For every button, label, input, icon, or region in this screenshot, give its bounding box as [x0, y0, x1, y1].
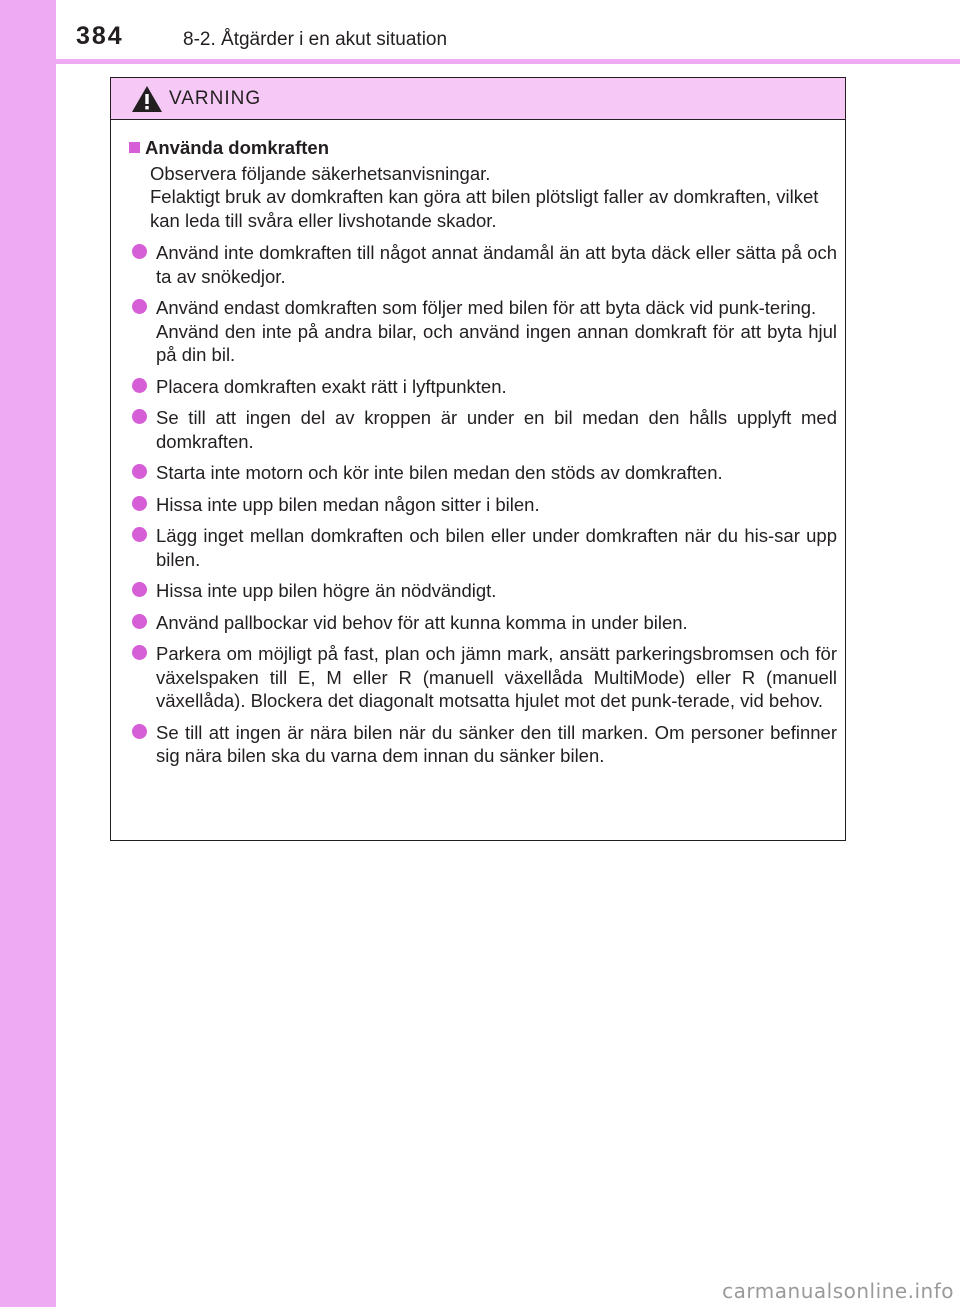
list-item: Se till att ingen är nära bilen när du sänker den till marken. Om personer befinner sig nära bilen ska du varna dem innan du sänker bilen.	[129, 721, 837, 768]
header-rule	[56, 59, 960, 64]
warning-list	[129, 241, 837, 768]
list-item: Lägg inget mellan domkraften och bilen eller under domkraften när du his-sar upp bilen.	[129, 524, 837, 571]
warning-heading	[129, 136, 837, 160]
warning-box	[110, 77, 846, 841]
list-item: Placera domkraften exakt rätt i lyftpunkten.	[129, 375, 837, 399]
round-bullet-icon	[132, 378, 147, 393]
list-item: Parkera om möjligt på fast, plan och jämn mark, ansätt parkeringsbromsen och för växelspaken till E, M eller R (manuell växellåda MultiMode) eller R (manuell växellåda). Blockera det diagonalt motsatta hjulet mot det punk-terade, vid behov.	[129, 642, 837, 713]
square-bullet-icon	[129, 142, 140, 153]
list-item: Se till att ingen del av kroppen är under en bil medan den hålls upplyft med domkraften.	[129, 406, 837, 453]
warning-intro: Observera följande säkerhetsanvisningar. Felaktigt bruk av domkraften kan göra att bilen plötsligt faller av domkraften, vilket kan leda till svåra eller livshotande skador.	[150, 162, 819, 231]
list-item: Använd endast domkraften som följer med bilen för att byta däck vid punk-tering. Använd den inte på andra bilar, och använd ingen annan domkraft för att byta hjul på din bil.	[129, 296, 837, 367]
list-item: Använd pallbockar vid behov för att kunna komma in under bilen.	[129, 611, 837, 635]
round-bullet-icon	[132, 724, 147, 739]
warning-label: VARNING	[169, 88, 262, 109]
warning-triangle-icon	[131, 85, 163, 118]
warning-header	[111, 78, 845, 120]
warning-body	[111, 120, 845, 768]
warning-heading-text: Använda domkraften	[145, 137, 330, 158]
round-bullet-icon	[132, 496, 147, 511]
round-bullet-icon	[132, 527, 147, 542]
list-item: Hissa inte upp bilen medan någon sitter i bilen.	[129, 493, 837, 517]
round-bullet-icon	[132, 614, 147, 629]
section-title: 8-2. Åtgärder i en akut situation	[183, 29, 448, 50]
round-bullet-icon	[132, 645, 147, 660]
round-bullet-icon	[132, 464, 147, 479]
list-item: Starta inte motorn och kör inte bilen medan den stöds av domkraften.	[129, 461, 837, 485]
round-bullet-icon	[132, 299, 147, 314]
round-bullet-icon	[132, 244, 147, 259]
round-bullet-icon	[132, 409, 147, 424]
list-item: Använd inte domkraften till något annat ändamål än att byta däck eller sätta på och ta av snökedjor.	[129, 241, 837, 288]
page-number: 384	[76, 22, 124, 50]
round-bullet-icon	[132, 582, 147, 597]
side-color-band	[0, 0, 56, 1307]
list-item: Hissa inte upp bilen högre än nödvändigt.	[129, 579, 837, 603]
watermark[interactable]: carmanualsonline.info	[722, 1279, 954, 1303]
